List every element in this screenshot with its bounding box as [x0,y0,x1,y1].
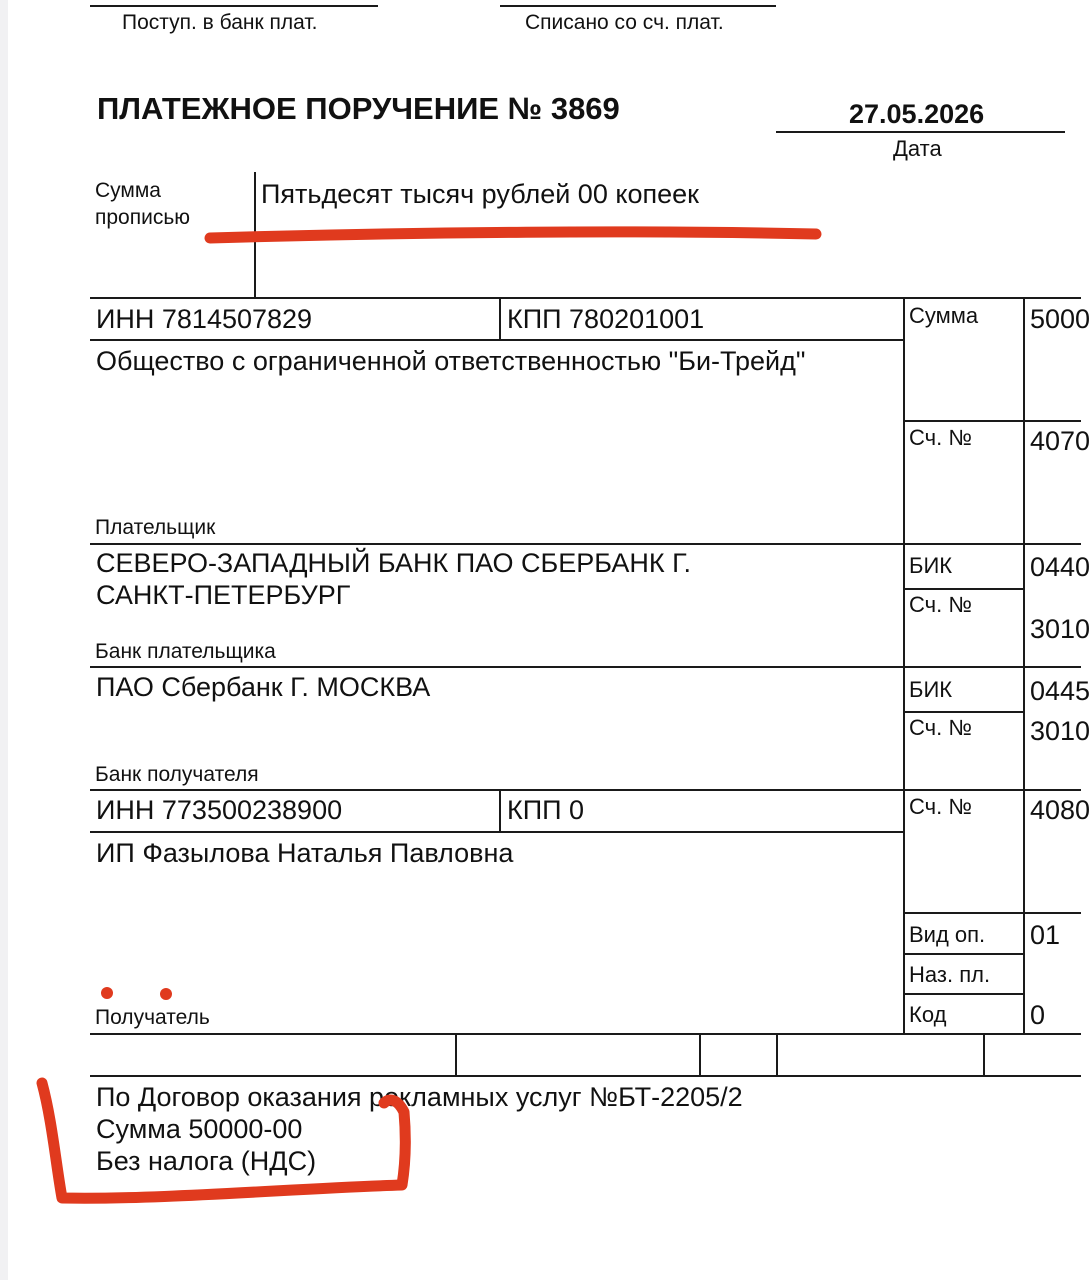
amount-words-value: Пятьдесят тысяч рублей 00 копеек [261,179,699,209]
payee-corr-value: 3010 [1030,716,1090,746]
payer-kpp: КПП 780201001 [507,304,705,334]
sum-label: Сумма [909,303,979,328]
received-label: Поступ. в банк плат. [122,11,318,34]
underline-stroke [210,232,816,238]
payee-bik-value: 0445 [1030,676,1090,706]
payer-bik-label: БИК [909,553,953,578]
op-type-label: Вид оп. [909,922,986,947]
document-title: ПЛАТЕЖНОЕ ПОРУЧЕНИЕ № 3869 [97,91,620,126]
debited-label: Списано со сч. плат. [525,11,724,34]
payer-corr-label: Сч. № [909,592,972,617]
payer-bank-name-2: САНКТ-ПЕТЕРБУРГ [96,580,351,610]
payer-bik-value: 0440 [1030,552,1090,582]
payee-inn: ИНН 773500238900 [96,795,343,825]
payer-inn: ИНН 7814507829 [96,304,313,334]
payee-bank-label: Банк получателя [95,763,259,786]
payer-bank-name-1: СЕВЕРО-ЗАПАДНЫЙ БАНК ПАО СБЕРБАНК Г. [96,548,691,578]
payer-label: Плательщик [95,516,216,539]
payer-corr-value: 3010 [1030,614,1090,644]
payer-name: Общество с ограниченной ответственностью "Би-Трейд" [96,346,806,376]
op-type-value: 01 [1030,920,1061,950]
payee-corr-label: Сч. № [909,715,972,740]
sum-value: 5000 [1030,304,1090,334]
payer-account-label: Сч. № [909,425,972,450]
payee-name: ИП Фазылова Наталья Павловна [96,838,514,868]
payee-kpp: КПП 0 [507,795,585,825]
payee-label: Получатель [95,1006,210,1029]
purpose-line-2: Сумма 50000-00 [96,1114,303,1144]
payee-bank-name: ПАО Сбербанк Г. МОСКВА [96,672,431,702]
amount-words-label-1: Сумма [95,179,161,202]
payee-bik-label: БИК [909,677,953,702]
bracket-stroke [42,1083,405,1198]
dot-mark [101,987,113,999]
code-label: Код [909,1002,947,1027]
date-label: Дата [893,136,942,161]
payer-bank-label: Банк плательщика [95,640,276,663]
dot-mark [160,988,172,1000]
date-value: 27.05.2026 [849,99,985,129]
payee-account-label: Сч. № [909,794,972,819]
payer-account-value: 4070 [1030,426,1090,456]
purpose-line-3: Без налога (НДС) [96,1146,317,1176]
purpose-code-label: Наз. пл. [909,962,991,987]
code-value: 0 [1030,1000,1046,1030]
payee-account-value: 4080 [1030,795,1090,825]
purpose-line-1: По Договор оказания рекламных услуг №БТ-2205/2 [96,1082,743,1112]
amount-words-label-2: прописью [95,206,191,229]
